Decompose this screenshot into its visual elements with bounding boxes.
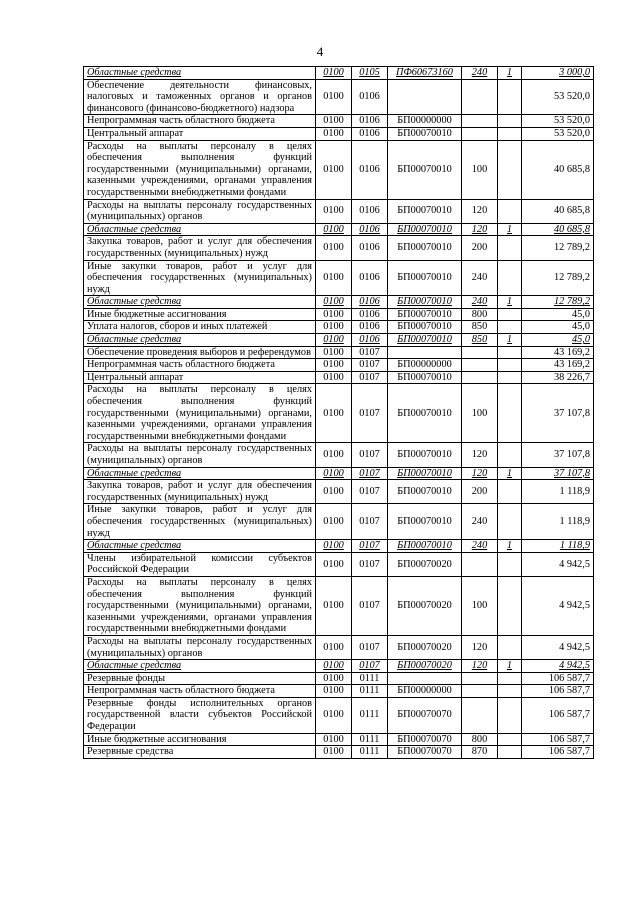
subsection-code-cell: 0107 bbox=[352, 576, 388, 635]
subsection-code-cell: 0106 bbox=[352, 334, 388, 347]
subsection-code-cell: 0111 bbox=[352, 672, 388, 685]
expense-name-cell: Областные средства bbox=[84, 660, 316, 673]
expense-name-cell: Расходы на выплаты персоналу государственных (муниципальных) органов bbox=[84, 199, 316, 223]
subsection-code-cell: 0105 bbox=[352, 67, 388, 80]
expense-name-cell: Иные закупки товаров, работ и услуг для обеспечения государственных (муниципальных) нужд bbox=[84, 260, 316, 296]
funding-source-cell bbox=[498, 308, 522, 321]
amount-cell: 12 789,2 bbox=[522, 296, 594, 309]
funding-source-cell: 1 bbox=[498, 223, 522, 236]
subsection-code-cell: 0107 bbox=[352, 504, 388, 540]
funding-source-cell bbox=[498, 115, 522, 128]
funding-source-cell bbox=[498, 685, 522, 698]
section-code-cell: 0100 bbox=[316, 199, 352, 223]
amount-cell: 106 587,7 bbox=[522, 697, 594, 733]
expense-name-cell: Центральный аппарат bbox=[84, 127, 316, 140]
amount-cell: 4 942,5 bbox=[522, 635, 594, 659]
subsection-code-cell: 0106 bbox=[352, 199, 388, 223]
section-code-cell: 0100 bbox=[316, 467, 352, 480]
subsection-code-cell: 0106 bbox=[352, 296, 388, 309]
amount-cell: 1 118,9 bbox=[522, 540, 594, 553]
table-row bbox=[84, 540, 594, 553]
funding-source-cell bbox=[498, 346, 522, 359]
expense-type-cell bbox=[462, 79, 498, 115]
funding-source-cell bbox=[498, 697, 522, 733]
table-row bbox=[84, 115, 594, 128]
expense-type-cell: 800 bbox=[462, 308, 498, 321]
section-code-cell: 0100 bbox=[316, 334, 352, 347]
funding-source-cell bbox=[498, 384, 522, 443]
table-row bbox=[84, 685, 594, 698]
target-article-cell: БП00000000 bbox=[388, 359, 462, 372]
subsection-code-cell: 0107 bbox=[352, 443, 388, 467]
target-article-cell: БП00070010 bbox=[388, 467, 462, 480]
table-row bbox=[84, 223, 594, 236]
expense-type-cell bbox=[462, 371, 498, 384]
target-article-cell: БП00070070 bbox=[388, 733, 462, 746]
section-code-cell: 0100 bbox=[316, 504, 352, 540]
subsection-code-cell: 0106 bbox=[352, 321, 388, 334]
target-article-cell: БП00070010 bbox=[388, 236, 462, 260]
amount-cell: 3 000,0 bbox=[522, 67, 594, 80]
expense-name-cell: Иные бюджетные ассигнования bbox=[84, 733, 316, 746]
subsection-code-cell: 0111 bbox=[352, 733, 388, 746]
subsection-code-cell: 0107 bbox=[352, 384, 388, 443]
expense-name-cell: Резервные фонды исполнительных органов государственной власти субъектов Российской Федерации bbox=[84, 697, 316, 733]
subsection-code-cell: 0106 bbox=[352, 260, 388, 296]
amount-cell: 53 520,0 bbox=[522, 127, 594, 140]
expense-type-cell bbox=[462, 552, 498, 576]
table-row bbox=[84, 140, 594, 199]
expense-name-cell: Областные средства bbox=[84, 467, 316, 480]
page-number: 4 bbox=[316, 44, 324, 59]
table-row bbox=[84, 480, 594, 504]
expense-type-cell: 120 bbox=[462, 467, 498, 480]
table-row bbox=[84, 359, 594, 372]
expense-type-cell bbox=[462, 115, 498, 128]
subsection-code-cell: 0107 bbox=[352, 359, 388, 372]
amount-cell: 1 118,9 bbox=[522, 480, 594, 504]
table-row bbox=[84, 260, 594, 296]
table-row bbox=[84, 552, 594, 576]
section-code-cell: 0100 bbox=[316, 127, 352, 140]
target-article-cell bbox=[388, 672, 462, 685]
table-row bbox=[84, 371, 594, 384]
section-code-cell: 0100 bbox=[316, 67, 352, 80]
funding-source-cell bbox=[498, 576, 522, 635]
amount-cell: 106 587,7 bbox=[522, 672, 594, 685]
target-article-cell bbox=[388, 79, 462, 115]
table-row bbox=[84, 199, 594, 223]
target-article-cell: БП00070010 bbox=[388, 371, 462, 384]
table-row bbox=[84, 635, 594, 659]
subsection-code-cell: 0107 bbox=[352, 660, 388, 673]
expense-type-cell: 240 bbox=[462, 296, 498, 309]
target-article-cell: БП00000000 bbox=[388, 685, 462, 698]
section-code-cell: 0100 bbox=[316, 443, 352, 467]
amount-cell: 106 587,7 bbox=[522, 733, 594, 746]
amount-cell: 40 685,8 bbox=[522, 199, 594, 223]
expense-name-cell: Уплата налогов, сборов и иных платежей bbox=[84, 321, 316, 334]
target-article-cell: БП00070010 bbox=[388, 334, 462, 347]
expense-type-cell bbox=[462, 697, 498, 733]
target-article-cell: БП00070010 bbox=[388, 384, 462, 443]
amount-cell: 12 789,2 bbox=[522, 236, 594, 260]
subsection-code-cell: 0111 bbox=[352, 685, 388, 698]
table-row bbox=[84, 697, 594, 733]
funding-source-cell bbox=[498, 371, 522, 384]
section-code-cell: 0100 bbox=[316, 79, 352, 115]
section-code-cell: 0100 bbox=[316, 296, 352, 309]
section-code-cell: 0100 bbox=[316, 746, 352, 759]
amount-cell: 53 520,0 bbox=[522, 115, 594, 128]
funding-source-cell: 1 bbox=[498, 67, 522, 80]
expense-type-cell: 240 bbox=[462, 67, 498, 80]
expense-name-cell: Непрограммная часть областного бюджета bbox=[84, 685, 316, 698]
section-code-cell: 0100 bbox=[316, 384, 352, 443]
target-article-cell: БП00070010 bbox=[388, 140, 462, 199]
subsection-code-cell: 0106 bbox=[352, 127, 388, 140]
section-code-cell: 0100 bbox=[316, 733, 352, 746]
expense-type-cell bbox=[462, 359, 498, 372]
target-article-cell: БП00070010 bbox=[388, 296, 462, 309]
amount-cell: 1 118,9 bbox=[522, 504, 594, 540]
table-row bbox=[84, 79, 594, 115]
subsection-code-cell: 0111 bbox=[352, 697, 388, 733]
table-row bbox=[84, 443, 594, 467]
expense-type-cell: 850 bbox=[462, 321, 498, 334]
section-code-cell: 0100 bbox=[316, 660, 352, 673]
target-article-cell: БП00000000 bbox=[388, 115, 462, 128]
target-article-cell: БП00070010 bbox=[388, 127, 462, 140]
target-article-cell: ПФ60673160 bbox=[388, 67, 462, 80]
funding-source-cell bbox=[498, 504, 522, 540]
expense-name-cell: Областные средства bbox=[84, 334, 316, 347]
expense-type-cell: 120 bbox=[462, 443, 498, 467]
amount-cell: 43 169,2 bbox=[522, 346, 594, 359]
target-article-cell: БП00070010 bbox=[388, 443, 462, 467]
expense-name-cell: Расходы на выплаты персоналу в целях обеспечения выполнения функций государственными (муниципальными) органами, казенными учреждениями, органами управления государственными внебюджетными фондами bbox=[84, 576, 316, 635]
expense-type-cell: 120 bbox=[462, 223, 498, 236]
funding-source-cell bbox=[498, 733, 522, 746]
funding-source-cell: 1 bbox=[498, 296, 522, 309]
expense-name-cell: Закупка товаров, работ и услуг для обеспечения государственных (муниципальных) нужд bbox=[84, 236, 316, 260]
expense-type-cell: 240 bbox=[462, 504, 498, 540]
expense-name-cell: Резервные фонды bbox=[84, 672, 316, 685]
expense-type-cell: 800 bbox=[462, 733, 498, 746]
expense-type-cell: 120 bbox=[462, 199, 498, 223]
funding-source-cell: 1 bbox=[498, 467, 522, 480]
amount-cell: 45,0 bbox=[522, 321, 594, 334]
expense-name-cell: Обеспечение деятельности финансовых, налоговых и таможенных органов и органов финансового (финансово-бюджетного) надзора bbox=[84, 79, 316, 115]
expense-name-cell: Центральный аппарат bbox=[84, 371, 316, 384]
table-row bbox=[84, 384, 594, 443]
subsection-code-cell: 0107 bbox=[352, 371, 388, 384]
section-code-cell: 0100 bbox=[316, 321, 352, 334]
budget-table-body bbox=[84, 67, 594, 759]
target-article-cell: БП00070020 bbox=[388, 635, 462, 659]
section-code-cell: 0100 bbox=[316, 480, 352, 504]
table-row bbox=[84, 733, 594, 746]
funding-source-cell bbox=[498, 321, 522, 334]
expense-type-cell: 100 bbox=[462, 576, 498, 635]
funding-source-cell bbox=[498, 480, 522, 504]
subsection-code-cell: 0106 bbox=[352, 308, 388, 321]
funding-source-cell bbox=[498, 443, 522, 467]
expense-type-cell: 200 bbox=[462, 480, 498, 504]
funding-source-cell bbox=[498, 127, 522, 140]
target-article-cell: БП00070020 bbox=[388, 660, 462, 673]
amount-cell: 37 107,8 bbox=[522, 467, 594, 480]
expense-name-cell: Областные средства bbox=[84, 67, 316, 80]
section-code-cell: 0100 bbox=[316, 359, 352, 372]
section-code-cell: 0100 bbox=[316, 371, 352, 384]
subsection-code-cell: 0106 bbox=[352, 140, 388, 199]
section-code-cell: 0100 bbox=[316, 140, 352, 199]
amount-cell: 4 942,5 bbox=[522, 576, 594, 635]
funding-source-cell bbox=[498, 746, 522, 759]
amount-cell: 4 942,5 bbox=[522, 552, 594, 576]
budget-table bbox=[83, 66, 594, 759]
expense-type-cell bbox=[462, 127, 498, 140]
table-row bbox=[84, 660, 594, 673]
amount-cell: 37 107,8 bbox=[522, 443, 594, 467]
amount-cell: 4 942,5 bbox=[522, 660, 594, 673]
target-article-cell: БП00070010 bbox=[388, 199, 462, 223]
funding-source-cell bbox=[498, 260, 522, 296]
subsection-code-cell: 0106 bbox=[352, 223, 388, 236]
target-article-cell: БП00070010 bbox=[388, 504, 462, 540]
expense-name-cell: Члены избирательной комиссии субъектов Российской Федерации bbox=[84, 552, 316, 576]
expense-type-cell: 240 bbox=[462, 540, 498, 553]
subsection-code-cell: 0107 bbox=[352, 346, 388, 359]
section-code-cell: 0100 bbox=[316, 260, 352, 296]
expense-name-cell: Закупка товаров, работ и услуг для обеспечения государственных (муниципальных) нужд bbox=[84, 480, 316, 504]
table-row bbox=[84, 346, 594, 359]
section-code-cell: 0100 bbox=[316, 346, 352, 359]
amount-cell: 45,0 bbox=[522, 334, 594, 347]
subsection-code-cell: 0107 bbox=[352, 540, 388, 553]
section-code-cell: 0100 bbox=[316, 236, 352, 260]
section-code-cell: 0100 bbox=[316, 552, 352, 576]
expense-name-cell: Непрограммная часть областного бюджета bbox=[84, 359, 316, 372]
expense-name-cell: Областные средства bbox=[84, 223, 316, 236]
section-code-cell: 0100 bbox=[316, 308, 352, 321]
table-row bbox=[84, 67, 594, 80]
subsection-code-cell: 0106 bbox=[352, 79, 388, 115]
target-article-cell bbox=[388, 346, 462, 359]
table-row bbox=[84, 504, 594, 540]
expense-name-cell: Обеспечение проведения выборов и референдумов bbox=[84, 346, 316, 359]
funding-source-cell bbox=[498, 79, 522, 115]
expense-type-cell: 100 bbox=[462, 140, 498, 199]
funding-source-cell bbox=[498, 140, 522, 199]
section-code-cell: 0100 bbox=[316, 540, 352, 553]
target-article-cell: БП00070010 bbox=[388, 321, 462, 334]
expense-type-cell bbox=[462, 672, 498, 685]
target-article-cell: БП00070020 bbox=[388, 552, 462, 576]
section-code-cell: 0100 bbox=[316, 672, 352, 685]
subsection-code-cell: 0107 bbox=[352, 635, 388, 659]
table-row bbox=[84, 334, 594, 347]
target-article-cell: БП00070020 bbox=[388, 576, 462, 635]
expense-type-cell: 850 bbox=[462, 334, 498, 347]
target-article-cell: БП00070010 bbox=[388, 260, 462, 296]
table-row bbox=[84, 296, 594, 309]
expense-type-cell: 200 bbox=[462, 236, 498, 260]
amount-cell: 106 587,7 bbox=[522, 685, 594, 698]
funding-source-cell bbox=[498, 552, 522, 576]
table-row bbox=[84, 127, 594, 140]
table-row bbox=[84, 576, 594, 635]
subsection-code-cell: 0107 bbox=[352, 480, 388, 504]
section-code-cell: 0100 bbox=[316, 635, 352, 659]
expense-name-cell: Расходы на выплаты персоналу в целях обеспечения выполнения функций государственными (муниципальными) органами, казенными учреждениями, органами управления государственными внебюджетными фондами bbox=[84, 140, 316, 199]
amount-cell: 38 226,7 bbox=[522, 371, 594, 384]
amount-cell: 53 520,0 bbox=[522, 79, 594, 115]
section-code-cell: 0100 bbox=[316, 576, 352, 635]
expense-name-cell: Иные закупки товаров, работ и услуг для обеспечения государственных (муниципальных) нужд bbox=[84, 504, 316, 540]
expense-name-cell: Областные средства bbox=[84, 296, 316, 309]
subsection-code-cell: 0106 bbox=[352, 115, 388, 128]
amount-cell: 12 789,2 bbox=[522, 260, 594, 296]
section-code-cell: 0100 bbox=[316, 697, 352, 733]
table-row bbox=[84, 746, 594, 759]
expense-name-cell: Расходы на выплаты персоналу государственных (муниципальных) органов bbox=[84, 443, 316, 467]
amount-cell: 45,0 bbox=[522, 308, 594, 321]
expense-name-cell: Резервные средства bbox=[84, 746, 316, 759]
expense-type-cell: 120 bbox=[462, 660, 498, 673]
funding-source-cell: 1 bbox=[498, 540, 522, 553]
expense-type-cell: 240 bbox=[462, 260, 498, 296]
subsection-code-cell: 0107 bbox=[352, 467, 388, 480]
table-row bbox=[84, 467, 594, 480]
expense-type-cell: 120 bbox=[462, 635, 498, 659]
expense-name-cell: Иные бюджетные ассигнования bbox=[84, 308, 316, 321]
funding-source-cell bbox=[498, 635, 522, 659]
funding-source-cell bbox=[498, 236, 522, 260]
funding-source-cell bbox=[498, 199, 522, 223]
target-article-cell: БП00070010 bbox=[388, 480, 462, 504]
amount-cell: 40 685,8 bbox=[522, 223, 594, 236]
expense-type-cell: 100 bbox=[462, 384, 498, 443]
expense-name-cell: Расходы на выплаты персоналу государственных (муниципальных) органов bbox=[84, 635, 316, 659]
section-code-cell: 0100 bbox=[316, 223, 352, 236]
funding-source-cell: 1 bbox=[498, 334, 522, 347]
subsection-code-cell: 0111 bbox=[352, 746, 388, 759]
table-row bbox=[84, 236, 594, 260]
amount-cell: 106 587,7 bbox=[522, 746, 594, 759]
section-code-cell: 0100 bbox=[316, 115, 352, 128]
table-row bbox=[84, 308, 594, 321]
target-article-cell: БП00070010 bbox=[388, 308, 462, 321]
expense-name-cell: Расходы на выплаты персоналу в целях обеспечения выполнения функций государственными (муниципальными) органами, казенными учреждениями, органами управления государственными внебюджетными фондами bbox=[84, 384, 316, 443]
target-article-cell: БП00070070 bbox=[388, 746, 462, 759]
expense-type-cell bbox=[462, 685, 498, 698]
amount-cell: 40 685,8 bbox=[522, 140, 594, 199]
funding-source-cell bbox=[498, 672, 522, 685]
target-article-cell: БП00070070 bbox=[388, 697, 462, 733]
expense-type-cell bbox=[462, 346, 498, 359]
amount-cell: 43 169,2 bbox=[522, 359, 594, 372]
amount-cell: 37 107,8 bbox=[522, 384, 594, 443]
target-article-cell: БП00070010 bbox=[388, 223, 462, 236]
expense-name-cell: Областные средства bbox=[84, 540, 316, 553]
expense-name-cell: Непрограммная часть областного бюджета bbox=[84, 115, 316, 128]
subsection-code-cell: 0106 bbox=[352, 236, 388, 260]
subsection-code-cell: 0107 bbox=[352, 552, 388, 576]
table-row bbox=[84, 321, 594, 334]
funding-source-cell bbox=[498, 359, 522, 372]
section-code-cell: 0100 bbox=[316, 685, 352, 698]
table-row bbox=[84, 672, 594, 685]
expense-type-cell: 870 bbox=[462, 746, 498, 759]
funding-source-cell: 1 bbox=[498, 660, 522, 673]
target-article-cell: БП00070010 bbox=[388, 540, 462, 553]
